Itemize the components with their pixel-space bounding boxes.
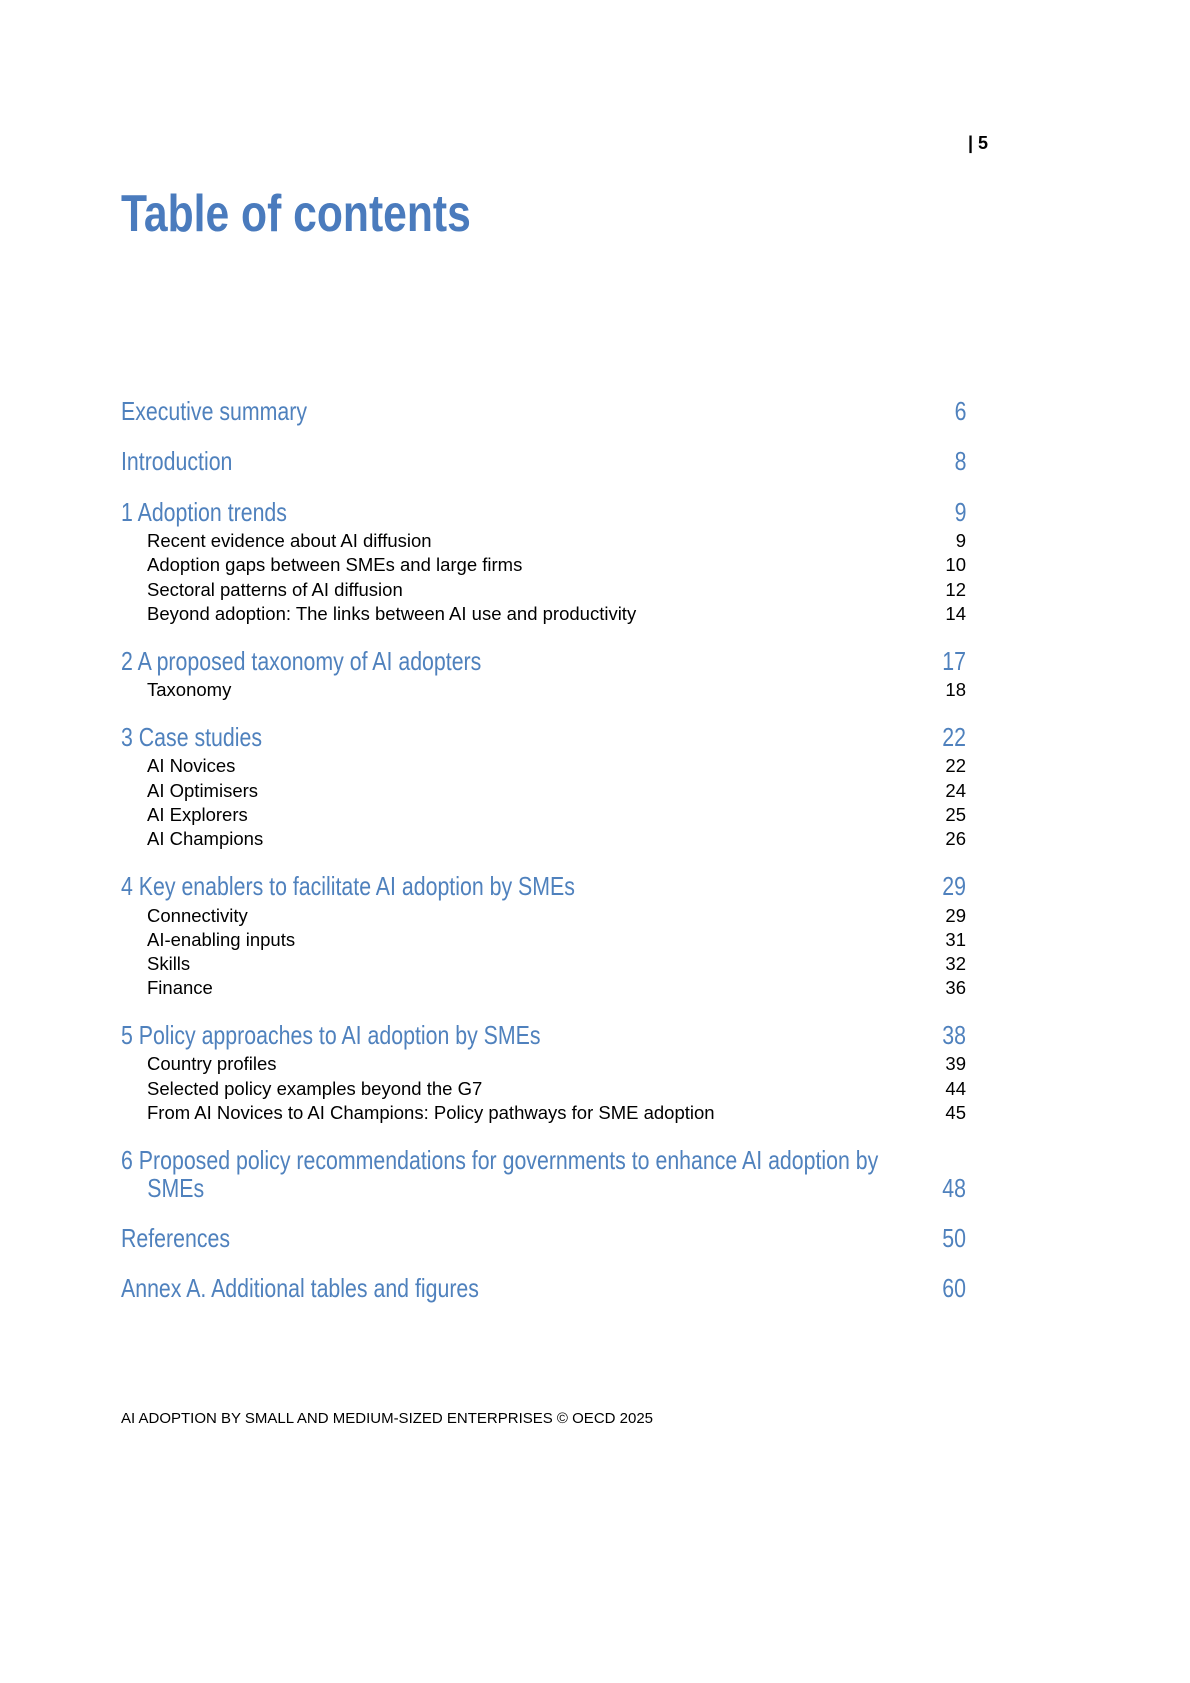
toc-subentry-ai-explorers[interactable] — [121, 804, 966, 826]
toc-entry-page: 17 — [942, 646, 966, 676]
toc-chapter-6-policy-recommendations[interactable] — [121, 1146, 966, 1202]
toc-subentry-connectivity[interactable] — [121, 905, 966, 927]
toc-subentry-finance[interactable] — [121, 977, 966, 999]
toc-entry-page: 22 — [942, 722, 966, 752]
toc-entry-title: 1 Adoption trends — [121, 497, 287, 527]
toc-entry-title: 2 A proposed taxonomy of AI adopters — [121, 646, 482, 676]
toc-entry-executive-summary[interactable] — [121, 396, 966, 426]
toc-subentry-page: 14 — [945, 603, 966, 624]
toc-subentry-title: Finance — [147, 977, 213, 998]
toc-subentry-title: Skills — [147, 953, 191, 974]
toc-subentry-title: Selected policy examples beyond the G7 — [147, 1078, 483, 1099]
toc-entry-title: References — [121, 1223, 231, 1253]
toc-entry-title: Executive summary — [121, 396, 308, 426]
toc-subentry-page: 22 — [945, 755, 966, 776]
toc-subentry-ai-enabling-inputs[interactable] — [121, 929, 966, 951]
toc-subentry-page: 36 — [945, 977, 966, 998]
toc-subentry-page: 18 — [945, 679, 966, 700]
toc-subentry-title: AI-enabling inputs — [147, 929, 296, 950]
toc-subentry-page: 45 — [945, 1102, 966, 1123]
toc-subentry-title: Adoption gaps between SMEs and large firms — [147, 554, 523, 575]
toc-entry-title: 3 Case studies — [121, 722, 263, 752]
page-number-header: | 5 — [967, 133, 988, 153]
toc-subentry-sectoral-patterns[interactable] — [121, 579, 966, 601]
toc-chapter-4-key-enablers[interactable] — [121, 871, 966, 901]
toc-entry-introduction[interactable] — [121, 446, 966, 476]
toc-subentry-ai-novices[interactable] — [121, 755, 966, 777]
toc-subentry-page: 9 — [955, 530, 966, 551]
toc-subentry-policy-pathways[interactable] — [121, 1102, 966, 1124]
toc-subentry-page: 10 — [945, 554, 966, 575]
toc-entry-page: 6 — [954, 396, 966, 426]
toc-entry-page: 29 — [942, 871, 966, 901]
toc-chapter-5-policy-approaches[interactable] — [121, 1020, 966, 1050]
toc-subentry-title: AI Explorers — [147, 804, 248, 825]
toc-subentry-title: Connectivity — [147, 905, 248, 926]
toc-subentry-title: Recent evidence about AI diffusion — [147, 530, 432, 551]
toc-subentry-page: 26 — [945, 828, 966, 849]
toc-subentry-title: Country profiles — [147, 1053, 277, 1074]
toc-subentry-page: 32 — [945, 953, 966, 974]
page-title: Table of contents — [121, 185, 471, 243]
toc-subentry-page: 31 — [945, 929, 966, 950]
toc-entry-title: Annex A. Additional tables and figures — [121, 1273, 479, 1303]
toc-subentry-title: AI Champions — [147, 828, 264, 849]
toc-entry-page: 50 — [942, 1223, 966, 1253]
toc-subentry-skills[interactable] — [121, 953, 966, 975]
page-footer: AI ADOPTION BY SMALL AND MEDIUM-SIZED ENTERPRISES © OECD 2025 — [121, 1410, 654, 1427]
toc-subentry-title: AI Novices — [147, 755, 236, 776]
toc-subentry-title: From AI Novices to AI Champions: Policy pathways for SME adoption — [147, 1102, 715, 1123]
toc-entry-title: Introduction — [121, 446, 233, 476]
toc-subentry-policy-examples[interactable] — [121, 1078, 966, 1100]
toc-entry-page: 38 — [942, 1020, 966, 1050]
toc-entry-annex-a[interactable] — [121, 1273, 966, 1303]
toc-subentry-country-profiles[interactable] — [121, 1053, 966, 1075]
toc-subentry-beyond-adoption[interactable] — [121, 603, 966, 625]
toc-subentry-page: 29 — [945, 905, 966, 926]
toc-subentry-page: 24 — [945, 780, 966, 801]
toc-subentry-taxonomy[interactable] — [121, 679, 966, 701]
toc-entry-page: 60 — [942, 1273, 966, 1303]
toc-subentry-title: Beyond adoption: The links between AI use and productivity — [147, 603, 637, 624]
toc-chapter-3-case-studies[interactable] — [121, 722, 966, 752]
toc-entry-page: 48 — [942, 1173, 966, 1203]
toc-subentry-ai-champions[interactable] — [121, 828, 966, 850]
toc-chapter-2-taxonomy[interactable] — [121, 646, 966, 676]
toc-entry-title: 4 Key enablers to facilitate AI adoption by SMEs — [121, 871, 575, 901]
toc-subentry-title: Taxonomy — [147, 679, 232, 700]
toc-entry-page: 9 — [954, 497, 966, 527]
toc-subentry-title: Sectoral patterns of AI diffusion — [147, 579, 403, 600]
toc-subentry-page: 12 — [945, 579, 966, 600]
toc-entry-references[interactable] — [121, 1223, 966, 1253]
toc-entry-page: 8 — [954, 446, 966, 476]
toc-chapter-1-adoption-trends[interactable] — [121, 497, 966, 527]
toc-subentry-page: 39 — [945, 1053, 966, 1074]
toc-subentry-title: AI Optimisers — [147, 780, 259, 801]
toc-entry-title: 6 Proposed policy recommendations for governments to enhance AI adoption by SMEs — [121, 1145, 879, 1203]
toc-subentry-page: 44 — [945, 1078, 966, 1099]
toc-entry-title: 5 Policy approaches to AI adoption by SMEs — [121, 1020, 541, 1050]
toc-subentry-ai-optimisers[interactable] — [121, 780, 966, 802]
toc-subentry-adoption-gaps[interactable] — [121, 554, 966, 576]
toc-subentry-page: 25 — [945, 804, 966, 825]
toc-subentry-recent-evidence[interactable] — [121, 530, 966, 552]
